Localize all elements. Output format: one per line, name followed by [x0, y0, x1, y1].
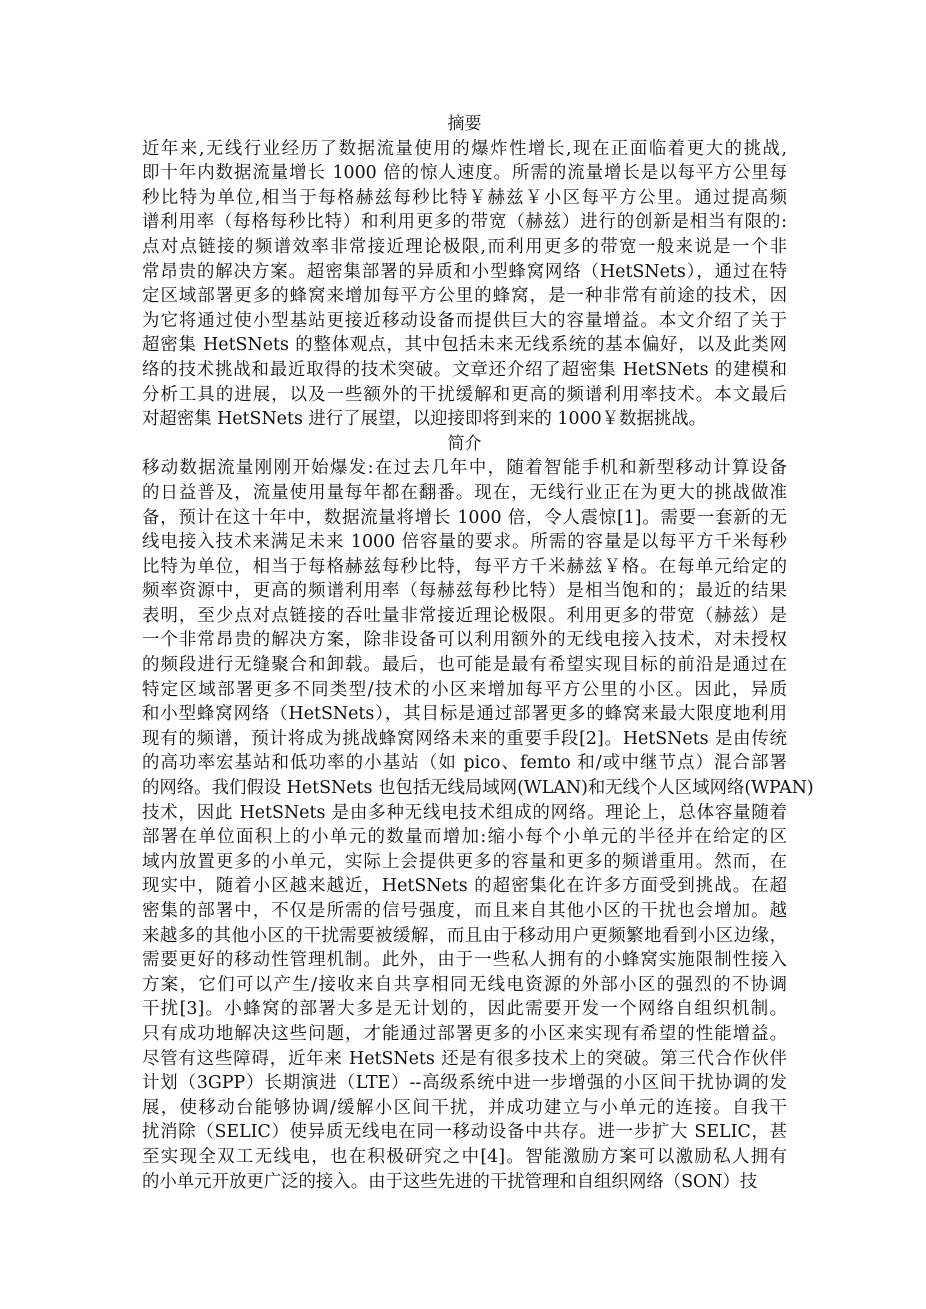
intro-heading: 简介	[447, 433, 482, 454]
intro-text-line: 现有的频谱，预计将成为挑战蜂窝网络未来的重要手段[2]。HetSNets 是由传统	[142, 728, 787, 749]
intro-text-line: 干扰[3]。小蜂窝的部署大多是无计划的，因此需要开发一个网络自组织机制。	[142, 999, 787, 1020]
intro-text-line: 备，预计在这十年中，数据流量将增长 1000 倍，令人震惊[1]。需要一套新的无	[142, 507, 787, 528]
intro-text-line: 域内放置更多的小单元，实际上会提供更多的容量和更多的频谱重用。然而，在	[142, 851, 787, 872]
abstract-text-line: 谱利用率（每格每秒比特）和利用更多的带宽（赫兹）进行的创新是相当有限的:	[142, 212, 787, 233]
intro-text-line: 需要更好的移动性管理机制。此外，由于一些私人拥有的小蜂窝实施限制性接入	[142, 950, 787, 971]
abstract-text-line: 秒比特为单位,相当于每格赫兹每秒比特￥赫兹￥小区每平方公里。通过提高频	[142, 187, 787, 208]
abstract-body	[142, 137, 787, 432]
intro-text-line: 的网络。我们假设 HetSNets 也包括无线局域网(WLAN)和无线个人区域网络(WPAN)	[142, 778, 814, 799]
intro-text-line: 的高功率宏基站和低功率的小基站（如 pico、femto 和/或中继节点）混合部署	[142, 753, 787, 774]
intro-text-line: 的日益普及，流量使用量每年都在翻番。现在，无线行业正在为更大的挑战做准	[142, 482, 787, 503]
abstract-text-line: 点对点链接的频谱效率非常接近理论极限,而利用更多的带宽一般来说是一个非	[142, 236, 787, 257]
intro-text-line: 扰消除（SELIC）使异质无线电在同一移动设备中共存。进一步扩大 SELIC，甚	[142, 1122, 787, 1143]
intro-text-line: 比特为单位，相当于每格赫兹每秒比特，每平方千米赫兹￥格。在每单元给定的	[142, 556, 787, 577]
intro-text-line: 至实现全双工无线电，也在积极研究之中[4]。智能激励方案可以激励私人拥有	[142, 1146, 787, 1167]
abstract-text-line: 对超密集 HetSNets 进行了展望，以迎接即将到来的 1000￥数据挑战。	[142, 409, 707, 430]
abstract-text-line: 常昂贵的解决方案。超密集部署的异质和小型蜂窝网络（HetSNets），通过在特	[142, 261, 787, 282]
intro-text-line: 计划（3GPP）长期演进（LTE）--高级系统中进一步增强的小区间干扰协调的发	[142, 1073, 787, 1094]
abstract-text-line: 分析工具的进展，以及一些额外的干扰缓解和更高的频谱利用率技术。本文最后	[142, 384, 787, 405]
intro-text-line: 特定区域部署更多不同类型/技术的小区来增加每平方公里的小区。因此，异质	[142, 679, 787, 700]
intro-text-line: 频率资源中，更高的频谱利用率（每赫兹每秒比特）是相当饱和的；最近的结果	[142, 581, 787, 602]
intro-text-line: 部署在单位面积上的小单元的数量而增加:缩小每个小单元的半径并在给定的区	[142, 827, 787, 848]
abstract-text-line: 络的技术挑战和最近取得的技术突破。文章还介绍了超密集 HetSNets 的建模和	[142, 359, 787, 380]
intro-text-line: 线电接入技术来满足未来 1000 倍容量的要求。所需的容量是以每平方千米每秒	[142, 532, 787, 553]
intro-text-line: 表明，至少点对点链接的吞吐量非常接近理论极限。利用更多的带宽（赫兹）是	[142, 605, 787, 626]
intro-text-line: 方案，它们可以产生/接收来自共享相同无线电资源的外部小区的强烈的不协调	[142, 974, 787, 995]
intro-text-line: 来越多的其他小区的干扰需要被缓解，而且由于移动用户更频繁地看到小区边缘，	[142, 925, 787, 946]
abstract-text-line: 定区域部署更多的蜂窝来增加每平方公里的蜂窝，是一种非常有前途的技术，因	[142, 286, 787, 307]
intro-text-line: 技术，因此 HetSNets 是由多种无线电技术组成的网络。理论上，总体容量随着	[142, 802, 787, 823]
abstract-text-line: 超密集 HetSNets 的整体观点，其中包括未来无线系统的基本偏好，以及此类网	[142, 335, 787, 356]
intro-text-line: 只有成功地解决这些问题，才能通过部署更多的小区来实现有希望的性能增益。	[142, 1023, 787, 1044]
abstract-text-line: 即十年内数据流量增长 1000 倍的惊人速度。所需的流量增长是以每平方公里每	[142, 163, 787, 184]
intro-body	[142, 456, 814, 1194]
intro-text-line: 的频段进行无缝聚合和卸载。最后，也可能是最有希望实现目标的前沿是通过在	[142, 655, 787, 676]
intro-text-line: 的小单元开放更广泛的接入。由于这些先进的干扰管理和自组织网络（SON）技	[142, 1171, 758, 1192]
abstract-heading: 摘要	[447, 114, 482, 134]
abstract-text-line: 近年来,无线行业经历了数据流量使用的爆炸性增长,现在正面临着更大的挑战,	[142, 138, 787, 159]
intro-text-line: 现实中，随着小区越来越近，HetSNets 的超密集化在许多方面受到挑战。在超	[142, 876, 787, 897]
intro-text-line: 展，使移动台能够协调/缓解小区间干扰，并成功建立与小单元的连接。自我干	[142, 1097, 787, 1118]
intro-text-line: 移动数据流量刚刚开始爆发:在过去几年中，随着智能手机和新型移动计算设备	[142, 458, 787, 479]
abstract-text-line: 为它将通过使小型基站更接近移动设备而提供巨大的容量增益。本文介绍了关于	[142, 310, 787, 331]
intro-text-line: 和小型蜂窝网络（HetSNets），其目标是通过部署更多的蜂窝来最大限度地利用	[142, 704, 787, 725]
intro-text-line: 密集的部署中，不仅是所需的信号强度，而且来自其他小区的干扰也会增加。越	[142, 901, 787, 921]
intro-text-line: 尽管有这些障碍，近年来 HetSNets 还是有很多技术上的突破。第三代合作伙伴	[142, 1048, 787, 1069]
intro-text-line: 一个非常昂贵的解决方案，除非设备可以利用额外的无线电接入技术，对未授权	[142, 630, 787, 651]
document-page	[142, 112, 814, 1194]
